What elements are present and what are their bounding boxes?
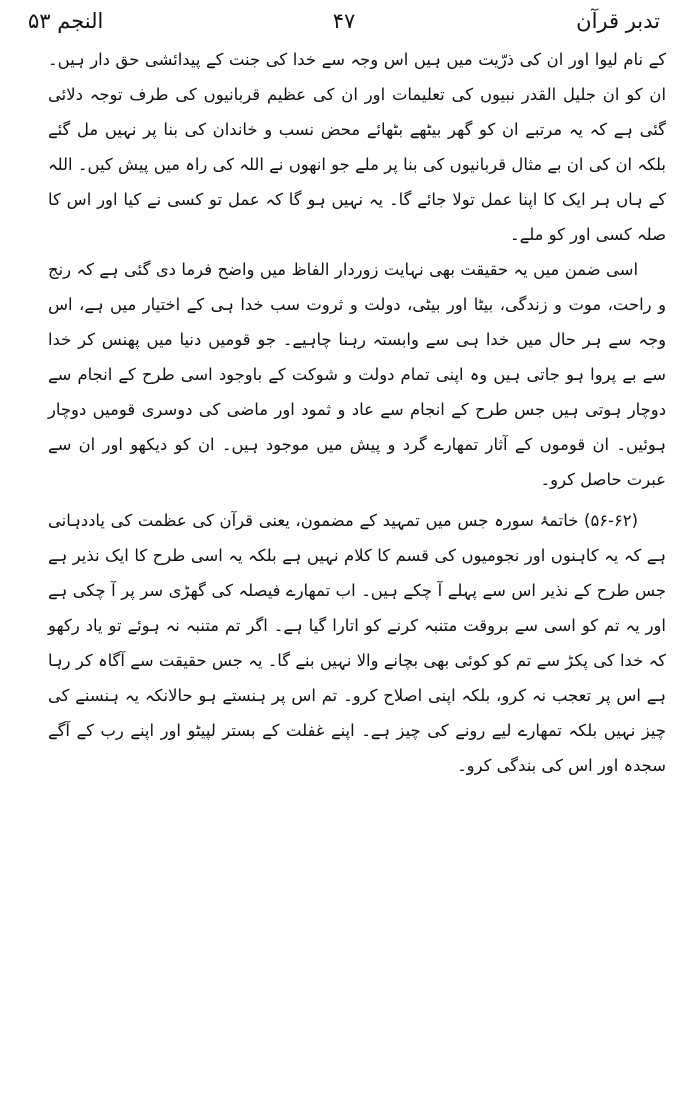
page-header bbox=[28, 4, 660, 38]
body-text bbox=[48, 42, 666, 783]
paragraph: (۵۶-۶۲) خاتمۂ سورہ جس میں تمہید کے مضمون، یعنی قرآن کی عظمت کی یاددہانی ہے کہ یہ کاہنوں اور نجومیوں کی قسم کا کلام نہیں ہے بلکہ یہ اسی طرح کا ایک نذیر ہے جس طرح کے نذیر اس سے پہلے آ چکے ہیں۔ اب تمھارے فیصلہ کی گھڑی سر پر آ چکی ہے اور یہ تم کو اسی سے بروقت متنبہ کرنے کو اتارا گیا ہے۔ اگر تم متنبہ نہ ہوئے تو یاد رکھو کہ خدا کی پکڑ سے تم کو کوئی بھی بچانے والا نہیں بنے گا۔ یہ جس حقیقت سے آگاہ کر رہا ہے اس پر تعجب نہ کرو، بلکہ اپنی اصلاح کرو۔ تم اس پر ہنستے ہو حالانکہ یہ ہنسنے کی چیز نہیں بلکہ تمھارے لیے رونے کی چیز ہے۔ اپنے غفلت کے بستر لپیٹو اور اپنے رب کے آگے سجدہ اور اس کی بندگی کرو۔ bbox=[48, 511, 666, 775]
surah-name: النجم ۵۳ bbox=[28, 9, 104, 33]
page-number: ۴۷ bbox=[332, 9, 356, 33]
book-title: تدبر قرآن bbox=[576, 9, 660, 33]
paragraph: اسی ضمن میں یہ حقیقت بھی نہایت زوردار الفاظ میں واضح فرما دی گئی ہے کہ رنج و راحت، موت و زندگی، بیٹا اور بیٹی، دولت و ثروت سب خدا ہی کے اختیار میں ہے، اس وجہ سے ہر حال میں خدا ہی سے وابستہ رہنا چاہیے۔ جو قومیں دنیا میں پھنس کر خدا سے بے پروا ہو جاتی ہیں وہ اپنی تمام دولت و شوکت کے باوجود اسی طرح کے انجام سے دوچار ہوتی ہیں جس طرح کے انجام سے عاد و ثمود اور ماضی کی دوسری قومیں دوچار ہوئیں۔ ان قوموں کے آثار تمھارے گرد و پیش میں موجود ہیں۔ ان کو دیکھو اور ان سے عبرت حاصل کرو۔ bbox=[48, 260, 666, 489]
paragraph: کے نام لیوا اور ان کی ذرّیت میں ہیں اس وجہ سے خدا کی جنت کے پیدائشی حق دار ہیں۔ ان کو ان جلیل القدر نبیوں کی تعلیمات اور ان کی عظیم قربانیوں کی طرف توجہ دلائی گئی ہے کہ یہ مرتبے ان کو گھر بیٹھے بٹھائے محض نسب و خاندان کی بنا پر نہیں مل گئے بلکہ ان کی ان بے مثال قربانیوں کی بنا پر ملے جو انھوں نے اللہ کی راہ میں پیش کیں۔ اللہ کے ہاں ہر ایک کا اپنا عمل تولا جائے گا۔ یہ نہیں ہو گا کہ عمل تو کسی نے کیا اور اس کا صلہ کسی اور کو ملے۔ bbox=[48, 50, 666, 244]
